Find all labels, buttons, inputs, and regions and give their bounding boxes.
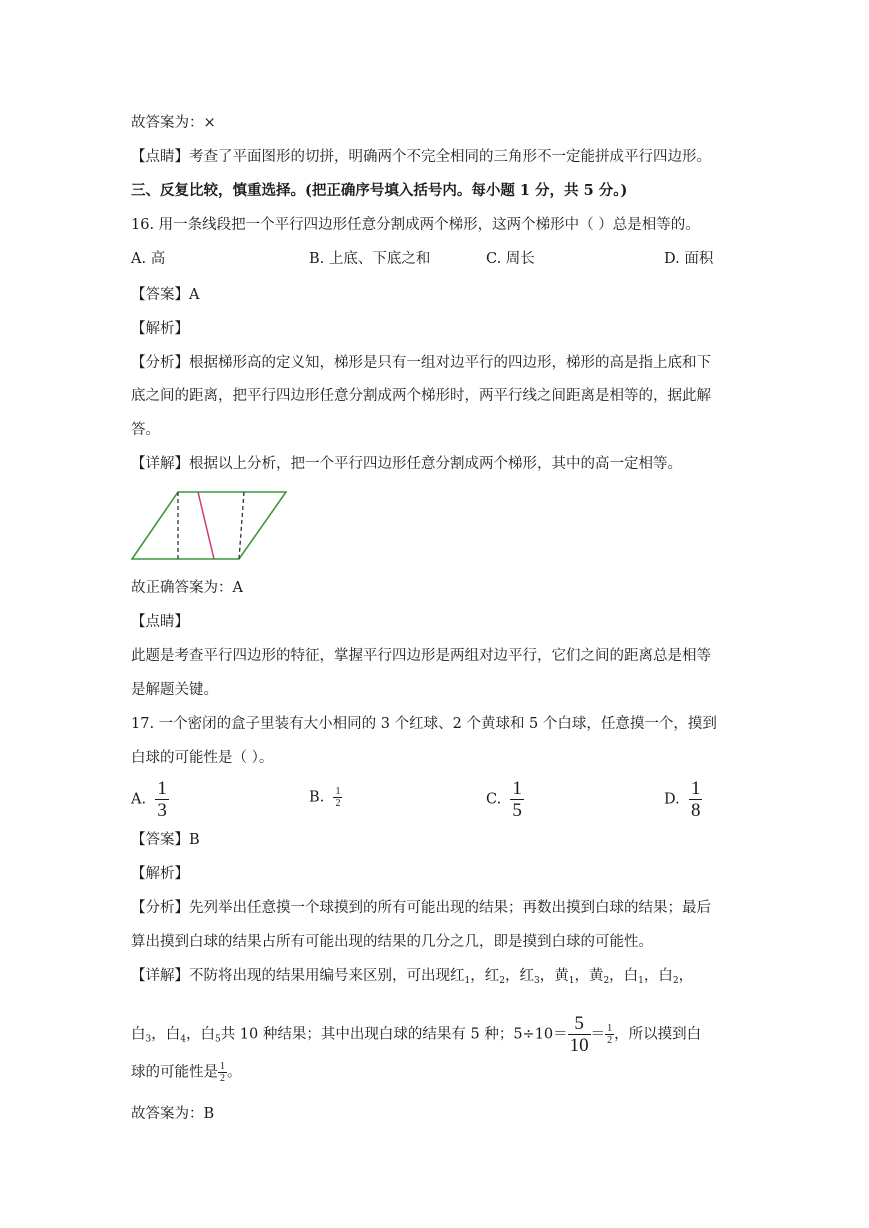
q17-detail-line-2: 白$_3$，白$_4$，白$_5$共 10 种结果；其中出现白球的结果有 5 种；5÷10＝ $\frac{5}{10}$ ＝ $\frac{1}{2}$ ，所以摸到白 [131, 1013, 702, 1056]
q17-option-b [309, 786, 342, 809]
option-label: B. [309, 789, 325, 806]
cut-line [198, 492, 214, 559]
q16-option-a: A. 高 [131, 251, 166, 267]
q16-fenxi-1: 【分析】根据梯形高的定义知，梯形是只有一组对边平行的四边形，梯形的高是指上底和下 [131, 355, 711, 371]
fraction-1-2: $\frac{1}{2}$ [607, 1023, 613, 1046]
section-heading: 三、反复比较，慎重选择。(把正确序号填入括号内。每小题 1 分，共 5 分。) [131, 182, 628, 199]
dianjing-line: 【点睛】考查了平面图形的切拼，明确两个不完全相同的三角形不一定能拼成平行四边形。 [131, 149, 711, 165]
q16-option-c: C. 周长 [486, 251, 535, 267]
q17-detail-line-1: 【详解】不防将出现的结果用编号来区别，可出现红$_1$，红$_2$，红$_3$，黄$_1$，黄$_2$，白$_1$，白$_2$， [131, 968, 694, 986]
q17-jiexi: 【解析】 [131, 866, 189, 882]
q17-detail-line-3: 球的可能性是 $\frac{1}{2}$ 。 [131, 1061, 242, 1084]
parallelogram-shape [132, 492, 286, 559]
fraction: $\frac{1}{8}$ [690, 778, 701, 821]
fraction: $\frac{1}{5}$ [512, 778, 522, 821]
fraction: $\frac{1}{3}$ [157, 778, 167, 821]
q16-dianjing-1: 此题是考查平行四边形的特征，掌握平行四边形是两组对边平行，它们之间的距离总是相等 [131, 648, 711, 664]
option-label: C. [486, 791, 502, 808]
option-label: D. [664, 791, 680, 808]
q16-option-d: D. 面积 [664, 251, 714, 267]
q17-fenxi-1: 【分析】先列举出任意摸一个球摸到的所有可能出现的结果；再数出摸到白球的结果；最后 [131, 900, 711, 916]
question-17-line-2: 白球的可能性是（ ）。 [131, 750, 274, 766]
q16-fenxi-3: 答。 [131, 422, 160, 438]
fraction-1-2: $\frac{1}{2}$ [220, 1061, 225, 1084]
q16-answer: 【答案】A [131, 287, 200, 303]
q17-fenxi-2: 算出摸到白球的结果占所有可能出现的结果的几分之几，即是摸到白球的可能性。 [131, 934, 653, 950]
q16-dianjing-2: 是解题关键。 [131, 682, 218, 698]
question-16: 16. 用一条线段把一个平行四边形任意分割成两个梯形，这两个梯形中（ ）总是相等的。 [131, 217, 700, 233]
fraction: $\frac{1}{2}$ [335, 786, 341, 809]
q17-option-c [486, 778, 524, 821]
q17-final: 故答案为：B [131, 1106, 215, 1122]
height-line-right [239, 492, 244, 559]
q16-jiexi: 【解析】 [131, 321, 189, 337]
parallelogram-figure [131, 488, 291, 563]
q16-option-b: B. 上底、下底之和 [309, 251, 431, 267]
q16-fenxi-2: 底之间的距离，把平行四边形任意分割成两个梯形时，两平行线之间距离是相等的，据此解 [131, 388, 711, 404]
q17-option-a [131, 778, 169, 821]
q16-xiangjie: 【详解】根据以上分析，把一个平行四边形任意分割成两个梯形，其中的高一定相等。 [131, 456, 682, 472]
fraction-5-10: $\frac{5}{10}$ [569, 1013, 589, 1056]
q17-option-d [664, 778, 702, 821]
q16-dianjing-heading: 【点睛】 [131, 614, 189, 630]
q17-answer: 【答案】B [131, 832, 200, 848]
answer-line: 故答案为：× [131, 115, 216, 131]
q16-final: 故正确答案为：A [131, 580, 243, 596]
option-label: A. [131, 791, 147, 808]
question-17-line-1: 17. 一个密闭的盒子里装有大小相同的 3 个红球、2 个黄球和 5 个白球，任意摸一个，摸到 [131, 716, 717, 732]
